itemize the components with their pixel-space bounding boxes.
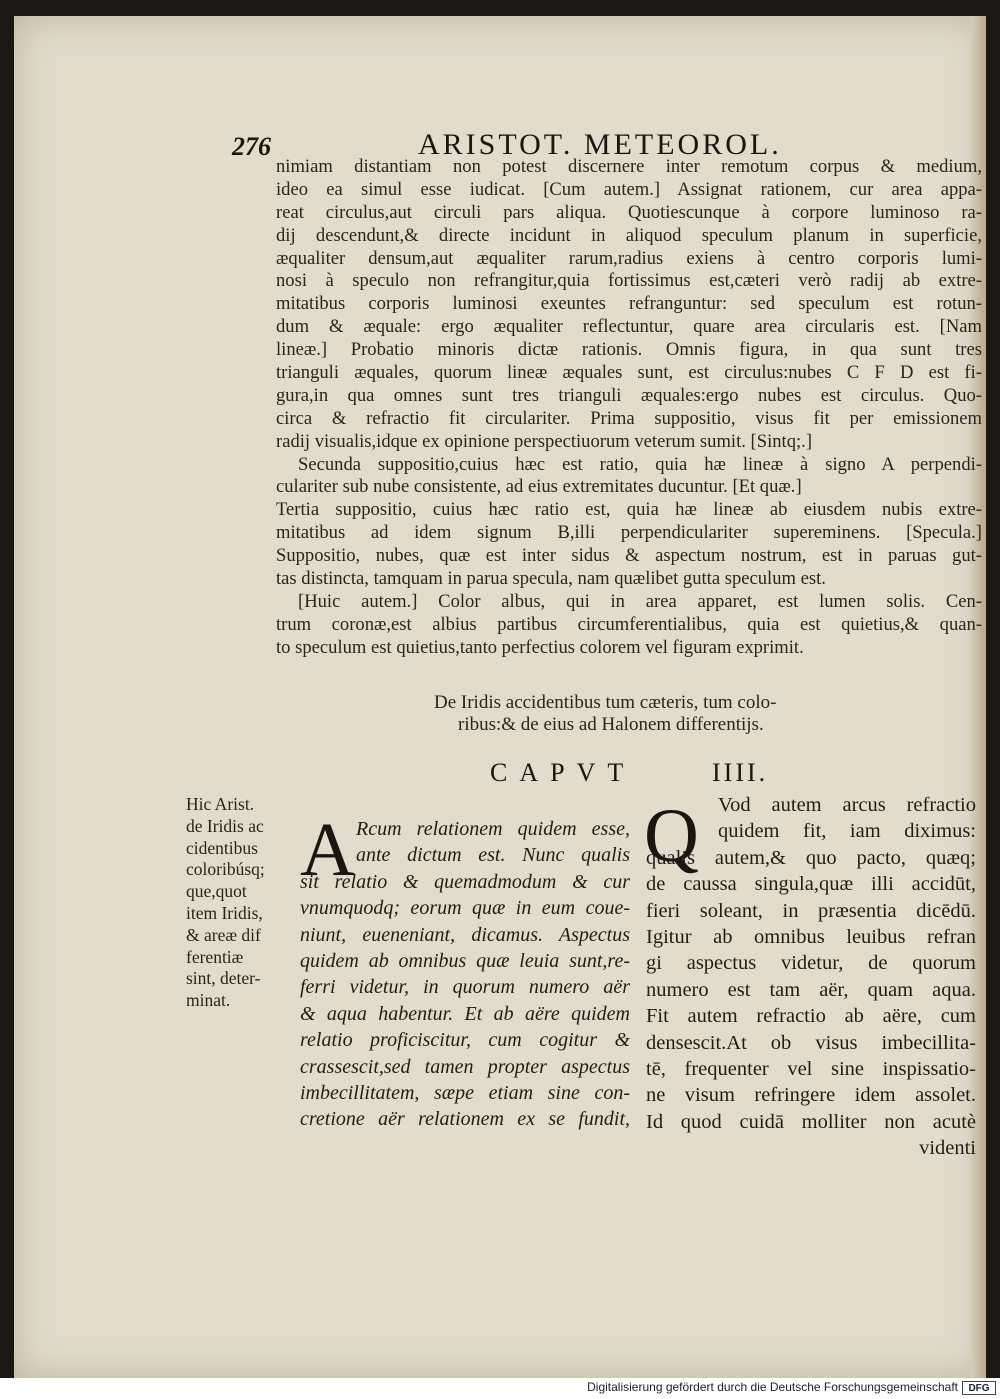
commentary-line: nimiam distantiam non potest discernere inter remotum corpus & medium, (276, 156, 982, 177)
column-line: qualis autem,& quo pacto, quæq; (646, 846, 976, 869)
column-line: & aqua habentur. Et ab aëre quidem (300, 1002, 630, 1025)
column-line: ferri videtur, in quorum numero aër (300, 976, 630, 999)
margin-note-line: & areæ dif (186, 924, 261, 945)
drop-capital-a: A (300, 808, 355, 892)
commentary-line: lineæ.] Probatio minoris dictæ rationis. Omnis figura, in qua sunt tres (276, 339, 982, 361)
column-line: imbecillitatem, sæpe etiam sine con- (300, 1081, 630, 1104)
commentary-line: culariter sub nube consistente, ad eius extremitates ducuntur. [Et quæ.] (276, 476, 802, 498)
commentary-line: Secunda suppositio,cuius hæc est ratio, quia hæ lineæ à signo A perpendi- (298, 453, 982, 475)
column-line: vnumquodq; eorum quæ in eum coue- (300, 897, 630, 920)
commentary-line: dum & æquale: ergo æqualiter reflectuntur, quare area circularis est. [Nam (276, 316, 982, 338)
book-page (14, 16, 986, 1378)
margin-note-line: cidentibus (186, 837, 258, 858)
margin-note-line: de Iridis ac (186, 815, 264, 836)
margin-note-line: que,quot (186, 881, 247, 902)
column-line: densescit.At ob visus imbecillita- (646, 1031, 976, 1054)
commentary-line: [Huic autem.] Color albus, qui in area apparet, est lumen solis. Cen- (298, 590, 982, 612)
commentary-line: circa & refractio fit circulariter. Prima suppositio, visus fit per emissionem (276, 407, 982, 429)
latin-paraphrase-column (646, 792, 976, 1161)
commentary-line: Suppositio, nubes, quæ est inter sidus & aspectum nostrum, est in paruas gut- (276, 545, 982, 567)
commentary-line: ideo ea simul esse iudicat. [Cum autem.] Assignat rationem, cur area appa- (276, 178, 982, 200)
margin-note-line: ferentiæ (186, 946, 244, 967)
commentary-line: radij visualis,idque ex opinione perspectiuorum veterum sumit. [Sintq;.] (276, 430, 813, 452)
section-heading-line: De Iridis accidentibus tum cæteris, tum colo- (434, 692, 777, 713)
commentary-block (276, 156, 982, 660)
column-line: ante dictum est. Nunc qualis (356, 844, 630, 867)
margin-note-line: coloribúsq; (186, 859, 265, 880)
column-line: tē, frequenter vel sine inspissatio- (646, 1057, 976, 1080)
column-line: quidem ab omnibus quæ leuia sunt,re- (300, 949, 630, 972)
column-line: niunt, eueneniant, dicamus. Aspectus (300, 923, 630, 946)
margin-note-line: item Iridis, (186, 902, 263, 923)
column-line: crassescit,sed tamen propter aspectus (300, 1055, 630, 1078)
column-line: fieri soleant, in præsentia dicēdū. (646, 899, 976, 922)
column-line: cretione aër relationem ex se fundit, (300, 1108, 630, 1131)
commentary-line: æqualiter densum,aut æqualiter rarum,radius exiens à centro corporis lumi- (276, 247, 982, 269)
column-line: relatio proficiscitur, cum cogitur & (300, 1029, 630, 1052)
column-line: Igitur ab omnibus leuibus refran (646, 925, 976, 948)
column-line: Fit autem refractio ab aëre, cum (646, 1005, 976, 1028)
commentary-line: tas distincta, tamquam in parua specula, nam quælibet gutta speculum est. (276, 568, 826, 590)
margin-note-line: Hic Arist. (186, 794, 255, 814)
commentary-line: gura,in qua omnes sunt tres trianguli æquales:ergo nubes est circulus. Quo- (276, 384, 982, 406)
commentary-line: nosi à speculo non refrangitur,quia fortissimus est,cæteri verò radij ab extre- (276, 270, 982, 292)
chapter-heading (490, 758, 910, 792)
section-heading (434, 692, 974, 736)
column-line: sit relatio & quemadmodum & cur (300, 870, 630, 893)
chapter-label: CAPVT (490, 758, 636, 787)
margin-note (186, 794, 296, 1012)
page-number: 276 (232, 132, 271, 161)
margin-note-line: minat. (186, 990, 231, 1011)
chapter-number: IIII. (712, 758, 769, 787)
column-line: quidem fit, iam diximus: (718, 820, 976, 843)
commentary-line: trum coronæ,est albius partibus circumferentialibus, quia est quietius,& quan- (276, 613, 982, 635)
column-line: gi aspectus videtur, de quorum (646, 952, 976, 975)
commentary-line: dij descendunt,& directe incidunt in aliquod speculum planum in superficie, (276, 224, 982, 246)
dfg-logo: DFG (962, 1381, 996, 1395)
commentary-line: Tertia suppositio, cuius hæc ratio est, quia hæ lineæ ab eiusdem nubis extre- (276, 499, 982, 521)
column-line: ne visum refringere idem assolet. (646, 1084, 976, 1107)
commentary-line: to speculum est quietius,tanto perfectius colorem vel figuram exprimit. (276, 636, 804, 658)
column-line: Rcum relationem quidem esse, (356, 818, 630, 840)
catchword: videnti (919, 1137, 976, 1160)
margin-note-line: sint, deter- (186, 968, 261, 989)
running-title: ARISTOT. METEOROL. (418, 128, 782, 161)
commentary-line: trianguli æquales, quorum lineæ æquales sunt, est circulus:nubes C F D est fi- (276, 362, 982, 384)
column-line: numero est tam aër, quam aqua. (646, 978, 976, 1001)
digitization-footer (0, 1378, 1000, 1399)
latin-translation-column (300, 816, 630, 1133)
commentary-line: reat circulus,aut circuli pars aliqua. Quotiescunque à corpore luminoso ra- (276, 201, 982, 223)
funding-credit: Digitalisierung gefördert durch die Deutsche Forschungsgemeinschaft (587, 1380, 958, 1394)
column-line: Vod autem arcus refractio (718, 794, 976, 816)
column-line: Id quod cuidā molliter non acutè (646, 1110, 976, 1133)
commentary-line: mitatibus corporis luminosi exeuntes refranguntur: sed speculum est rotun- (276, 293, 982, 315)
section-heading-line: ribus:& de eius ad Halonem differentijs. (458, 714, 764, 735)
column-line: de caussa singula,quæ illi accidūt, (646, 873, 976, 896)
commentary-line: mitatibus ad idem signum B,illi perpendiculariter supereminens. [Specula.] (276, 522, 982, 544)
drop-capital-q: Q (644, 794, 699, 878)
